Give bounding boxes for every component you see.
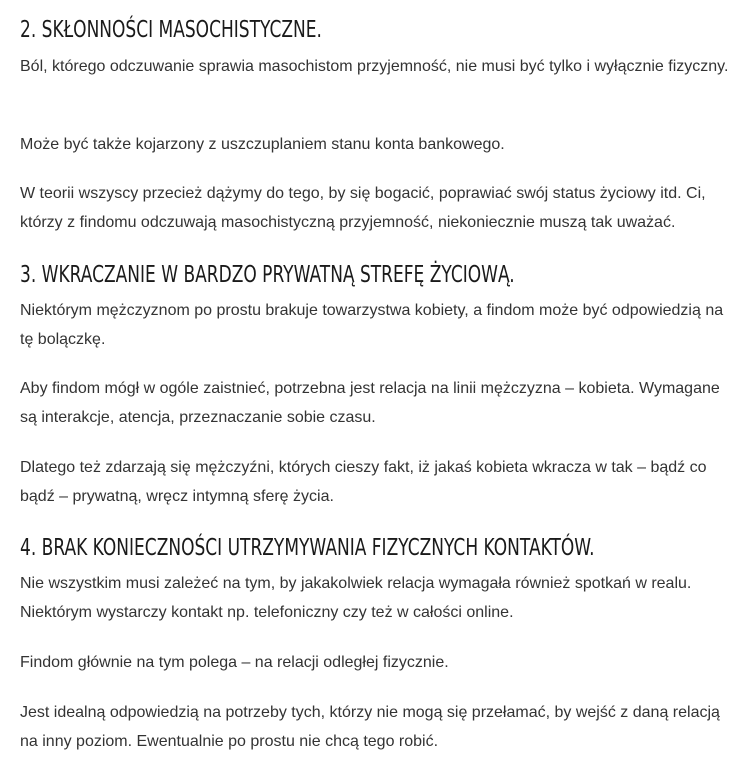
section-heading: 3. WKRACZANIE W BARDZO PRYWATNĄ STREFĘ ŻYCIOWĄ. <box>20 262 515 288</box>
section-heading: 4. BRAK KONIECZNOŚCI UTRZYMYWANIA FIZYCZNYCH KONTAKTÓW. <box>20 535 595 561</box>
paragraph: Ból, którego odczuwanie sprawia masochistom przyjemność, nie musi być tylko i wyłącznie fizyczny. <box>20 58 729 75</box>
paragraph: Nie wszystkim musi zależeć na tym, by jakakolwiek relacja wymagała również spotkań w realu. Niektórym wystarczy kontakt np. telefoniczny czy też w całości online. <box>20 575 692 621</box>
paragraph: Dlatego też zdarzają się mężczyźni, których cieszy fakt, iż jakaś kobieta wkracza w tak – bądź co bądź – prywatną, wręcz intymną sferę życia. <box>20 459 707 505</box>
paragraph: Może być także kojarzony z uszczuplaniem stanu konta bankowego. <box>20 136 505 153</box>
paragraph: W teorii wszyscy przecież dążymy do tego, by się bogacić, poprawiać swój status życiowy itd. Ci, którzy z findomu odczuwają masochistyczną przyjemność, niekoniecznie muszą tak uważać. <box>20 185 706 231</box>
section-heading: 2. SKŁONNOŚCI MASOCHISTYCZNE. <box>20 17 322 43</box>
paragraph: Aby findom mógł w ogóle zaistnieć, potrzebna jest relacja na linii mężczyzna – kobieta. Wymagane są interakcje, atencja, przeznaczanie sobie czasu. <box>20 380 720 426</box>
paragraph: Niektórym mężczyznom po prostu brakuje towarzystwa kobiety, a findom może być odpowiedzią na tę bolączkę. <box>20 302 724 348</box>
paragraph: Findom głównie na tym polega – na relacji odległej fizycznie. <box>20 654 449 671</box>
paragraph: Jest idealną odpowiedzią na potrzeby tych, którzy nie mogą się przełamać, by wejść z daną relacją na inny poziom. Ewentualnie po prostu nie chcą tego robić. <box>20 704 720 750</box>
